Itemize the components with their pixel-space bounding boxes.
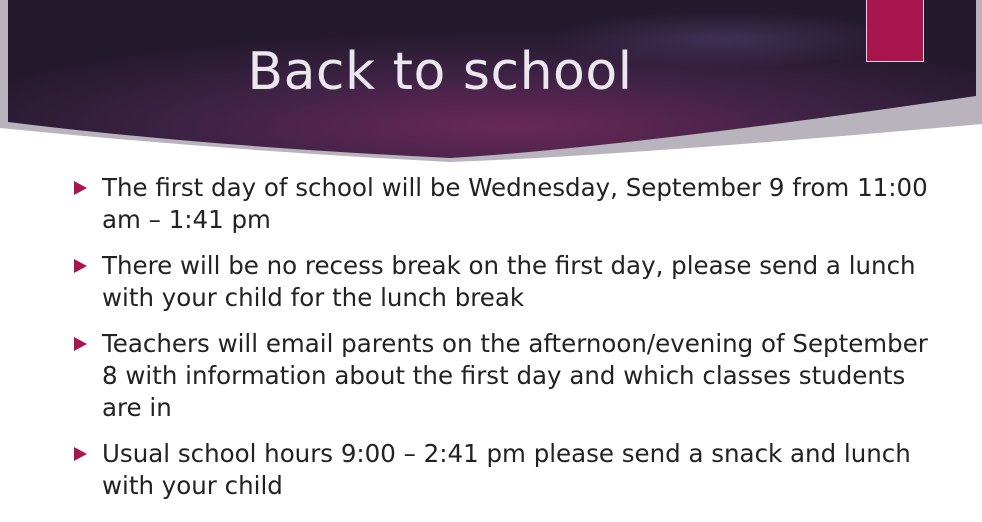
bullet-text: There will be no recess break on the first day, please send a lunch with your child for the lunch break [102, 251, 916, 312]
triangle-right-icon [74, 259, 87, 273]
bullet-text: Teachers will email parents on the afternoon/evening of September 8 with information about the first day and which classes students are in [102, 329, 928, 422]
list-item [72, 250, 932, 314]
slide-title: Back to school [247, 42, 633, 102]
list-item [72, 438, 932, 502]
list-item [72, 328, 932, 424]
list-item [72, 172, 932, 236]
triangle-right-icon [74, 181, 87, 195]
bullet-text: Usual school hours 9:00 – 2:41 pm please send a snack and lunch with your child [102, 439, 911, 500]
bullet-list [72, 172, 932, 516]
triangle-right-icon [74, 337, 87, 351]
triangle-right-icon [74, 447, 87, 461]
bullet-text: The first day of school will be Wednesday, September 9 from 11:00 am – 1:41 pm [102, 173, 928, 234]
